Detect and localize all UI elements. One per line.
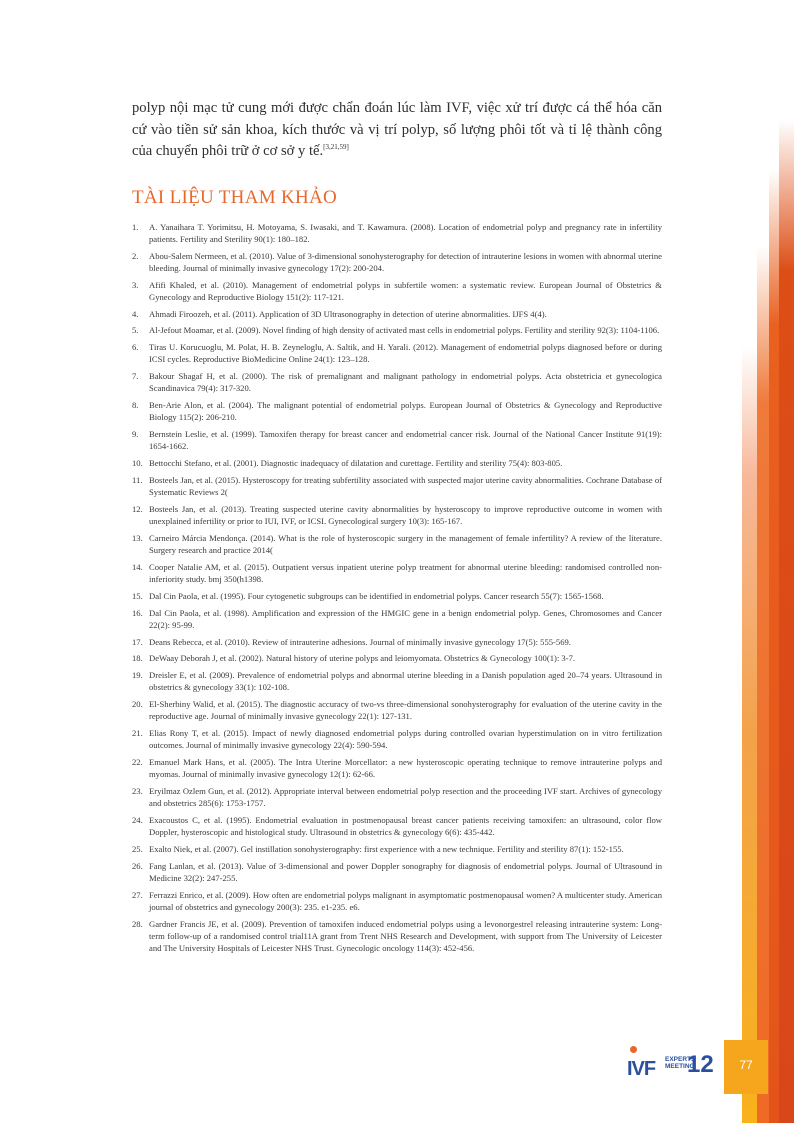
reference-item <box>132 428 662 452</box>
reference-text: Dreisler E, et al. (2009). Prevalence of endometrial polyps and abnormal uterine bleeding in a Danish population aged 20–74 years. Ultrasound in obstetrics & gynecology 33(1): 102-108. <box>149 670 662 693</box>
reference-text: Bakour Shagaf H, et al. (2000). The risk of premalignant and malignant pathology in endometrial polyps. Acta obstetricia et gynecologica Scandinavica 79(4): 317-320. <box>149 371 662 394</box>
reference-text: Tiras U. Korucuoglu, M. Polat, H. B. Zeyneloglu, A. Saltik, and H. Yarali. (2012). Management of endometrial polyps diagnosed before or during ICSI cycles. Reproductive BioMedicine Online 24(1): 123–128. <box>149 342 662 365</box>
reference-number: 20. <box>132 699 143 710</box>
reference-text: Cooper Natalie AM, et al. (2015). Outpatient versus inpatient uterine polyp treatment for abnormal uterine bleeding: randomised controlled non-inferiority study. bmj 350(h1398. <box>149 561 662 585</box>
reference-number: 4. <box>132 308 139 319</box>
logo-mark: IVF <box>627 1058 656 1080</box>
reference-item <box>132 889 662 913</box>
reference-number: 27. <box>132 890 143 901</box>
decor-bar-4 <box>779 120 794 1123</box>
reference-number: 17. <box>132 636 143 647</box>
reference-number: 24. <box>132 815 143 826</box>
logo-line-1: EXPERTS <box>665 1056 696 1063</box>
reference-number: 19. <box>132 670 143 681</box>
reference-text: Bernstein Leslie, et al. (1999). Tamoxifen therapy for breast cancer and endometrial cancer risk. Journal of the National Cancer Institute 91(19): 1654-1662. <box>149 429 662 452</box>
reference-text: Bettocchi Stefano, et al. (2001). Diagnostic inadequacy of dilatation and curettage. Fertility and sterility 75(4): 803-805. <box>149 458 563 469</box>
reference-text: Eryilmaz Ozlem Gun, et al. (2012). Appropriate interval between endometrial polyp resection and the proceeding IVF start. Archives of gynecology and obstetrics 285(6): 1753-1757. <box>149 786 662 809</box>
reference-text: A. Yanaihara T. Yorimitsu, H. Motoyama, S. Iwasaki, and T. Kawamura. (2008). Location of endometrial polyp and pregnancy rate in infertility patients. Fertility and Sterility 90(1): 180–182. <box>149 221 662 244</box>
reference-number: 2. <box>132 250 139 261</box>
logo-number: 12 <box>687 1051 714 1078</box>
reference-number: 13. <box>132 532 143 543</box>
reference-item <box>132 607 662 631</box>
reference-text: Ferrazzi Enrico, et al. (2009). How often are endometrial polyps malignant in asymptomatic postmenopausal women? A multicenter study. American journal of obstetrics and gynecology 200(3): 235. e1-235. e6. <box>149 890 662 913</box>
intro-text: polyp nội mạc tử cung mới được chẩn đoán lúc làm IVF, việc xử trí được cá thể hóa căn cứ vào tiền sử sản khoa, kích thước và vị trí polyp, số lượng phôi tốt và tỉ lệ thành công của chuyển phôi trữ ở cơ sở y tế. <box>132 100 662 159</box>
reference-text: Deans Rebecca, et al. (2010). Review of intrauterine adhesions. Journal of minimally invasive gynecology 17(5): 555-569. <box>149 636 571 647</box>
reference-number: 12. <box>132 503 143 514</box>
reference-text: DeWaay Deborah J, et al. (2002). Natural history of uterine polyps and leiomyomata. Obstetrics & Gynecology 100(1): 3-7. <box>149 653 576 664</box>
reference-item <box>132 669 662 693</box>
reference-number: 5. <box>132 325 139 336</box>
intro-citation: [3,21,59] <box>323 143 349 152</box>
reference-text: El-Sherbiny Walid, et al. (2015). The diagnostic accuracy of two-vs three-dimensional sonohysterography for evaluation of the uterine cavity in the reproductive age. Journal of minimally invasive gynecology 22(1): 127-131. <box>149 699 662 722</box>
reference-text: Exacoustos C, et al. (1995). Endometrial evaluation in postmenopausal breast cancer patients receiving tamoxifen: an ultrasound, color flow Doppler, hysteroscopic and histological study. Ultrasound in obstetrics & gynecology 6(6): 435-442. <box>149 815 662 838</box>
references-heading: TÀI LIỆU THAM KHẢO <box>132 186 338 208</box>
reference-item <box>132 843 662 855</box>
reference-item <box>132 561 662 585</box>
references-list <box>132 221 662 955</box>
reference-text: Dal Cin Paola, et al. (1998). Amplification and expression of the HMGIC gene in a benign endometrial polyp. Genes, Chromosomes and Cancer 22(2): 95-99. <box>149 607 662 630</box>
reference-number: 18. <box>132 653 143 664</box>
reference-item <box>132 221 662 245</box>
reference-number: 10. <box>132 458 143 469</box>
reference-text: Dal Cin Paola, et al. (1995). Four cytogenetic subgroups can be identified in endometrial polyps. Cancer research 55(7): 1565-1568. <box>149 590 604 601</box>
reference-number: 11. <box>132 474 143 485</box>
reference-number: 26. <box>132 861 143 872</box>
reference-item <box>132 727 662 751</box>
reference-number: 23. <box>132 786 143 797</box>
reference-number: 14. <box>132 561 143 572</box>
reference-item <box>132 814 662 838</box>
reference-item <box>132 636 662 648</box>
reference-item <box>132 399 662 423</box>
reference-text: Elias Rony T, et al. (2015). Impact of newly diagnosed endometrial polyps during controlled ovarian hyperstimulation on in vitro fertilization outcomes. Journal of minimally invasive gynecology 22(4): 590-594. <box>149 728 662 751</box>
page-content <box>132 98 662 959</box>
reference-text: Afifi Khaled, et al. (2010). Management of endometrial polyps in subfertile women: a systematic review. European Journal of Obstetrics & Gynecology and Reproductive Biology 151(2): 117-121. <box>149 279 662 302</box>
reference-item <box>132 279 662 303</box>
reference-number: 15. <box>132 590 143 601</box>
reference-number: 25. <box>132 844 143 855</box>
reference-item <box>132 756 662 780</box>
reference-number: 6. <box>132 342 139 353</box>
reference-item <box>132 370 662 394</box>
reference-item <box>132 474 662 498</box>
reference-text: Fang Lanlan, et al. (2013). Value of 3-dimensional and power Doppler sonography for diagnosis of endometrial polyps. Journal of Ultrasound in Medicine 32(2): 247-255. <box>149 861 662 884</box>
reference-text: Gardner Francis JE, et al. (2009). Prevention of tamoxifen induced endometrial polyps using a levonorgestrel releasing intrauterine system: Long-term follow-up of a randomised control trial11A grant from Trent NHS Research and Development, with support from The University of Leicester and The University Hospitals of Leicester NHS Trust. Gynecologic oncology 114(3): 452-456. <box>149 919 662 954</box>
reference-number: 8. <box>132 400 139 411</box>
reference-item <box>132 785 662 809</box>
reference-item <box>132 250 662 274</box>
logo-line-2: MEETING <box>665 1063 695 1070</box>
reference-item <box>132 590 662 602</box>
reference-item <box>132 652 662 664</box>
reference-number: 22. <box>132 757 143 768</box>
decor-bar-3 <box>769 150 779 1123</box>
reference-item <box>132 698 662 722</box>
reference-text: Abou-Salem Nermeen, et al. (2010). Value of 3-dimensional sonohysterography for detection of intrauterine lesions in women with abnormal uterine bleeding. Journal of minimally invasive gynecology 17(2): 200-204. <box>149 250 662 273</box>
page-number: 77 <box>739 1058 753 1072</box>
reference-text: Emanuel Mark Hans, et al. (2005). The Intra Uterine Morcellator: a new hysteroscopic operating technique to remove intrauterine polyps and myomas. Journal of minimally invasive gynecology 12(1): 62-66. <box>149 757 662 780</box>
intro-paragraph <box>132 98 662 163</box>
reference-item <box>132 324 662 336</box>
reference-text: Ben-Arie Alon, et al. (2004). The malignant potential of endometrial polyps. European Journal of Obstetrics & Gynecology and Reproductive Biology 115(2): 206-210. <box>149 400 662 423</box>
reference-item <box>132 532 662 556</box>
reference-text: Bosteels Jan, et al. (2015). Hysteroscopy for treating subfertility associated with suspected major uterine cavity abnormalities. Cochrane Database of Systematic Reviews 2( <box>149 474 662 498</box>
reference-number: 1. <box>132 221 139 232</box>
logo-dot-icon <box>630 1046 637 1053</box>
reference-item <box>132 860 662 884</box>
decor-bar-2 <box>757 200 769 1123</box>
reference-number: 7. <box>132 371 139 382</box>
reference-number: 16. <box>132 607 143 618</box>
reference-item <box>132 457 662 469</box>
reference-text: Bosteels Jan, et al. (2013). Treating suspected uterine cavity abnormalities by hysteroscopy to improve reproductive outcome in women with unexplained infertility or prior to IUI, IVF, or ICSI. Gynecological surgery 10(3): 165-167. <box>149 503 662 527</box>
reference-item <box>132 503 662 527</box>
reference-item <box>132 308 662 320</box>
reference-text: Carneiro Márcia Mendonça. (2014). What is the role of hysteroscopic surgery in the management of female infertility? A review of the literature. Surgery research and practice 2014( <box>149 532 662 556</box>
reference-number: 3. <box>132 279 139 290</box>
decor-bar-1 <box>742 260 757 1123</box>
reference-item <box>132 918 662 955</box>
reference-text: Al-Jefout Moamar, et al. (2009). Novel finding of high density of activated mast cells in endometrial polyps. Fertility and sterility 92(3): 1104-1106. <box>149 325 660 336</box>
reference-item <box>132 341 662 365</box>
reference-text: Ahmadi Firoozeh, et al. (2011). Application of 3D Ultrasonography in detection of uterine abnormalities. IJFS 4(4). <box>149 308 547 319</box>
reference-number: 21. <box>132 728 143 739</box>
reference-number: 9. <box>132 429 139 440</box>
reference-number: 28. <box>132 919 143 930</box>
reference-text: Exalto Niek, et al. (2007). Gel instillation sonohysterography: first experience with a new technique. Fertility and sterility 87(1): 152-155. <box>149 844 624 855</box>
logo <box>627 1050 714 1080</box>
